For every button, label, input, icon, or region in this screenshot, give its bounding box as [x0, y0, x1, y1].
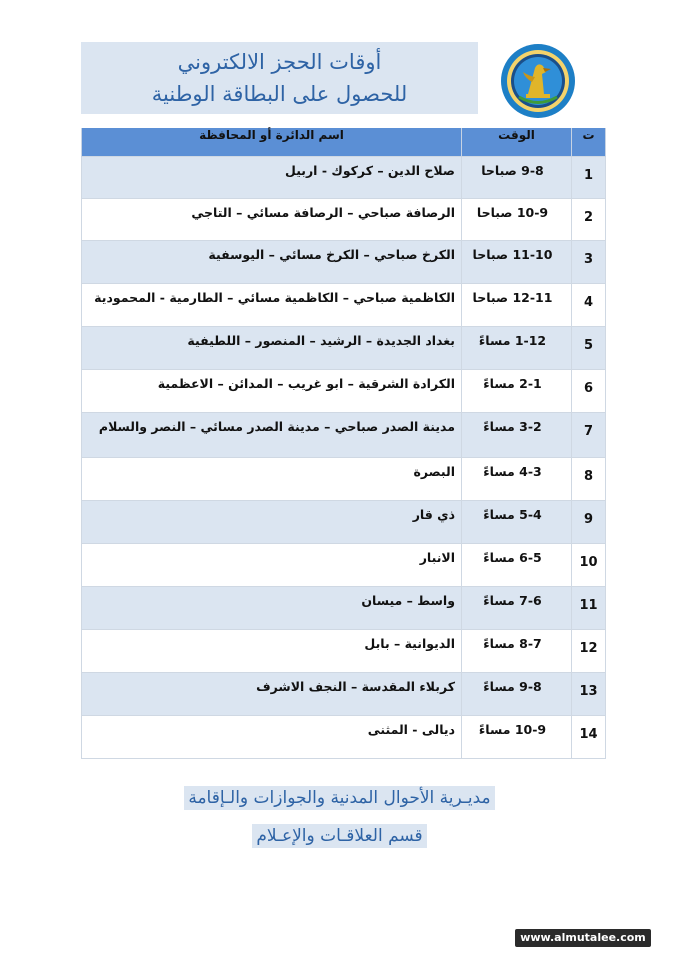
table-row — [82, 157, 606, 199]
row-area: الكرادة الشرقية – ابو غريب – المدائن – الاعظمية — [82, 370, 462, 413]
row-number: 12 — [572, 630, 606, 673]
row-number: 14 — [572, 716, 606, 759]
row-area: الانبار — [82, 544, 462, 587]
row-number: 5 — [572, 327, 606, 370]
row-time: 9-8 مساءً — [462, 673, 572, 716]
table-header-row — [82, 128, 606, 157]
row-area: بغداد الجديدة – الرشيد – المنصور – اللطيفية — [82, 327, 462, 370]
ministry-emblem-icon — [499, 42, 577, 120]
row-time: 7-6 مساءً — [462, 587, 572, 630]
table-row — [82, 630, 606, 673]
row-number: 10 — [572, 544, 606, 587]
row-area: ذي قار — [82, 501, 462, 544]
department-name — [0, 826, 679, 846]
row-area: كربلاء المقدسة – النجف الاشرف — [82, 673, 462, 716]
table-row — [82, 413, 606, 458]
table-row — [82, 199, 606, 241]
table-row — [82, 587, 606, 630]
row-time: 10-9 مساءً — [462, 716, 572, 759]
row-number: 6 — [572, 370, 606, 413]
row-area: الديوانية – بابل — [82, 630, 462, 673]
column-header-number: ت — [572, 128, 606, 157]
row-time: 10-9 صباحا — [462, 199, 572, 241]
table-row — [82, 327, 606, 370]
row-number: 13 — [572, 673, 606, 716]
row-number: 1 — [572, 157, 606, 199]
title-box — [81, 42, 478, 114]
row-number: 3 — [572, 241, 606, 284]
table-row — [82, 370, 606, 413]
booking-schedule-table — [81, 128, 606, 759]
table-row — [82, 241, 606, 284]
directorate-name-text: مديـرية الأحوال المدنية والجوازات والـإقامة — [184, 786, 494, 810]
department-name-text: قسم العلاقـات والإعـلام — [252, 824, 426, 848]
row-area: البصرة — [82, 458, 462, 501]
table-row — [82, 544, 606, 587]
row-area: واسط – ميسان — [82, 587, 462, 630]
row-time: 2-1 مساءً — [462, 370, 572, 413]
table-row — [82, 284, 606, 327]
row-time: 9-8 صباحا — [462, 157, 572, 199]
row-time: 4-3 مساءً — [462, 458, 572, 501]
row-area: ديالى - المثنى — [82, 716, 462, 759]
table-row — [82, 458, 606, 501]
row-time: 12-11 صباحا — [462, 284, 572, 327]
table-row — [82, 716, 606, 759]
row-time: 8-7 مساءً — [462, 630, 572, 673]
page-title: أوقات الحجز الالكتروني — [177, 50, 382, 74]
row-area: الكاظمية صباحي – الكاظمية مسائي – الطارمية - المحمودية — [82, 284, 462, 327]
page-subtitle: للحصول على البطاقة الوطنية — [151, 82, 408, 106]
table-row — [82, 501, 606, 544]
row-area: صلاح الدين – كركوك - اربيل — [82, 157, 462, 199]
column-header-time: الوقت — [462, 128, 572, 157]
row-number: 11 — [572, 587, 606, 630]
row-number: 8 — [572, 458, 606, 501]
row-time: 3-2 مساءً — [462, 413, 572, 458]
site-watermark: www.almutalee.com — [515, 929, 651, 947]
row-number: 4 — [572, 284, 606, 327]
column-header-area: اسم الدائرة أو المحافظة — [82, 128, 462, 157]
row-area: الكرخ صباحي – الكرخ مسائي – اليوسفية — [82, 241, 462, 284]
row-number: 2 — [572, 199, 606, 241]
directorate-name — [0, 788, 679, 808]
table-row — [82, 673, 606, 716]
row-time: 6-5 مساءً — [462, 544, 572, 587]
row-area: مدينة الصدر صباحي – مدينة الصدر مسائي – النصر والسلام — [82, 413, 462, 458]
row-number: 9 — [572, 501, 606, 544]
row-time: 11-10 صباحا — [462, 241, 572, 284]
row-time: 5-4 مساءً — [462, 501, 572, 544]
row-time: 1-12 مساءً — [462, 327, 572, 370]
row-area: الرصافة صباحي – الرصافة مسائي – التاجي — [82, 199, 462, 241]
row-number: 7 — [572, 413, 606, 458]
